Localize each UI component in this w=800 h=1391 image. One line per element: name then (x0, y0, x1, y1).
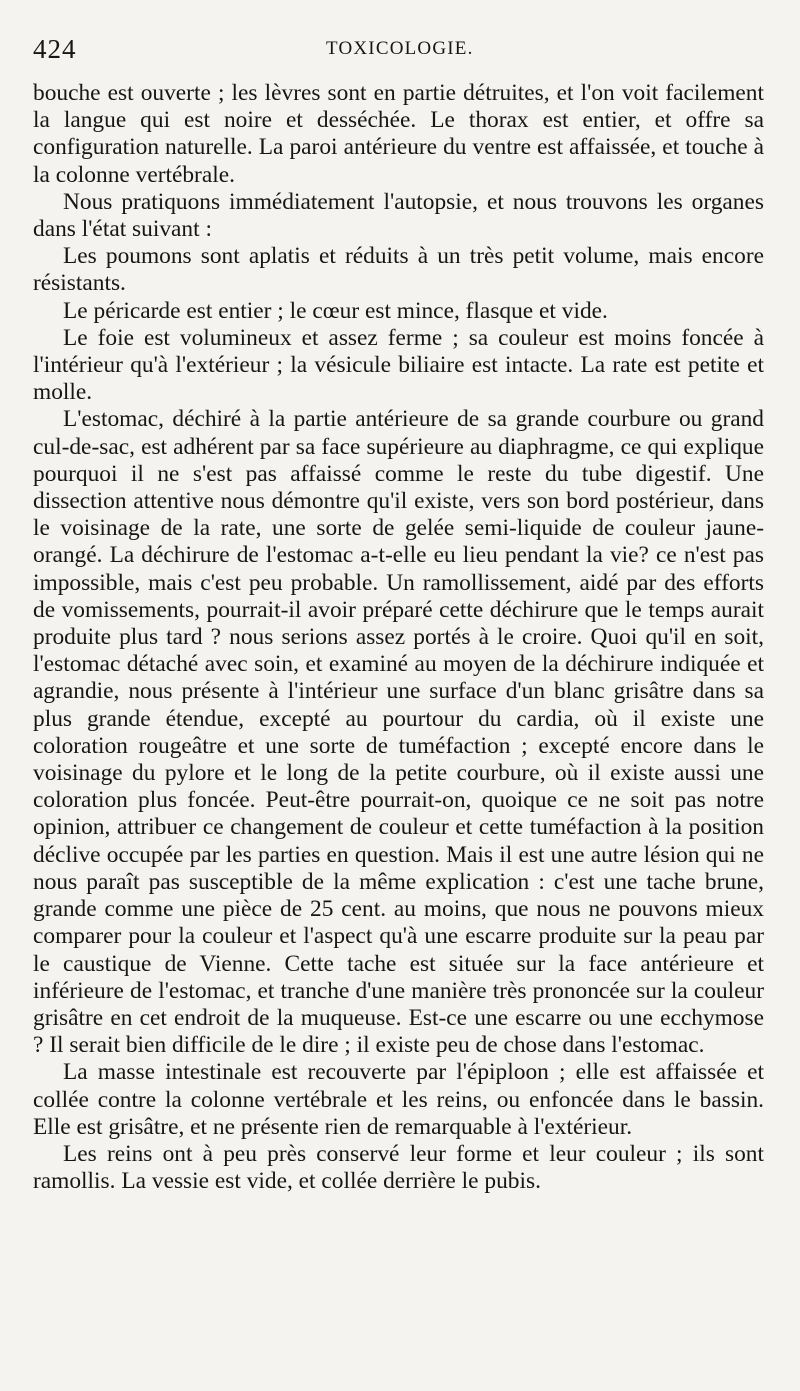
running-head: TOXICOLOGIE. (326, 38, 474, 59)
paragraph: Nous pratiquons immédiatement l'autopsie, et nous trouvons les organes dans l'état suivant : (33, 188, 764, 243)
body-text (33, 80, 764, 1195)
paragraph: L'estomac, déchiré à la partie antérieure de sa grande courbure ou grand cul-de-sac, est adhérent par sa face supérieure au diaphragme, ce qui explique pourquoi il ne s'est pas affaissé comme le reste du tube digestif. Une dissection attentive nous démontre qu'il existe, vers son bord postérieur, dans le voisinage de la rate, une sorte de gelée semi-liquide de couleur jaune-orangé. La déchirure de l'estomac a-t-elle eu lieu pendant la vie? ce n'est pas impossible, mais c'est peu probable. Un ramollissement, aidé par des efforts de vomissements, pourrait-il avoir préparé cette déchirure que le temps aurait produite plus tard ? nous serions assez portés à le croire. Quoi qu'il en soit, l'estomac détaché avec soin, et examiné au moyen de la déchirure indiquée et agrandie, nous présente à l'intérieur une surface d'un blanc grisâtre dans sa plus grande étendue, excepté au pourtour du cardia, où il existe une coloration rougeâtre et une sorte de tuméfaction ; excepté encore dans le voisinage du pylore et le long de la petite courbure, où il existe aussi une coloration plus foncée. Peut-être pourrait-on, quoique ce ne soit pas notre opinion, attribuer ce changement de couleur et cette tuméfaction à la position déclive occupée par les parties en question. Mais il est une autre lésion qui ne nous paraît pas susceptible de la même explication : c'est une tache brune, grande comme une pièce de 25 cent. au moins, que nous ne pouvons mieux comparer pour la couleur et l'aspect qu'à une escarre produite sur la peau par le caustique de Vienne. Cette tache est située sur la face antérieure et inférieure de l'estomac, et tranche d'une manière très prononcée sur la couleur grisâtre en cet endroit de la muqueuse. Est-ce une escarre ou une ecchymose ? Il serait bien difficile de le dire ; il existe peu de chose dans l'estomac. (33, 406, 764, 1059)
page-number: 424 (33, 34, 77, 64)
paragraph: Les reins ont à peu près conservé leur forme et leur couleur ; ils sont ramollis. La vessie est vide, et collée derrière le pubis. (33, 1140, 764, 1195)
paragraph: Le péricarde est entier ; le cœur est mince, flasque et vide. (63, 297, 608, 324)
paragraph: Le foie est volumineux et assez ferme ; sa couleur est moins foncée à l'intérieur qu'à l'extérieur ; la vésicule biliaire est intacte. La rate est petite et molle. (33, 324, 764, 406)
paragraph: La masse intestinale est recouverte par l'épiploon ; elle est affaissée et collée contre la colonne vertébrale et les reins, ou enfoncée dans le bassin. Elle est grisâtre, et ne présente rien de remarquable à l'extérieur. (33, 1059, 764, 1140)
page-header (33, 28, 764, 80)
paragraph: Les poumons sont aplatis et réduits à un très petit volume, mais encore résistants. (33, 243, 764, 297)
paragraph: bouche est ouverte ; les lèvres sont en partie détruites, et l'on voit facilement la langue qui est noire et desséchée. Le thorax est entier, et offre sa configuration naturelle. La paroi antérieure du ventre est affaissée, et touche à la colonne vertébrale. (33, 80, 764, 188)
